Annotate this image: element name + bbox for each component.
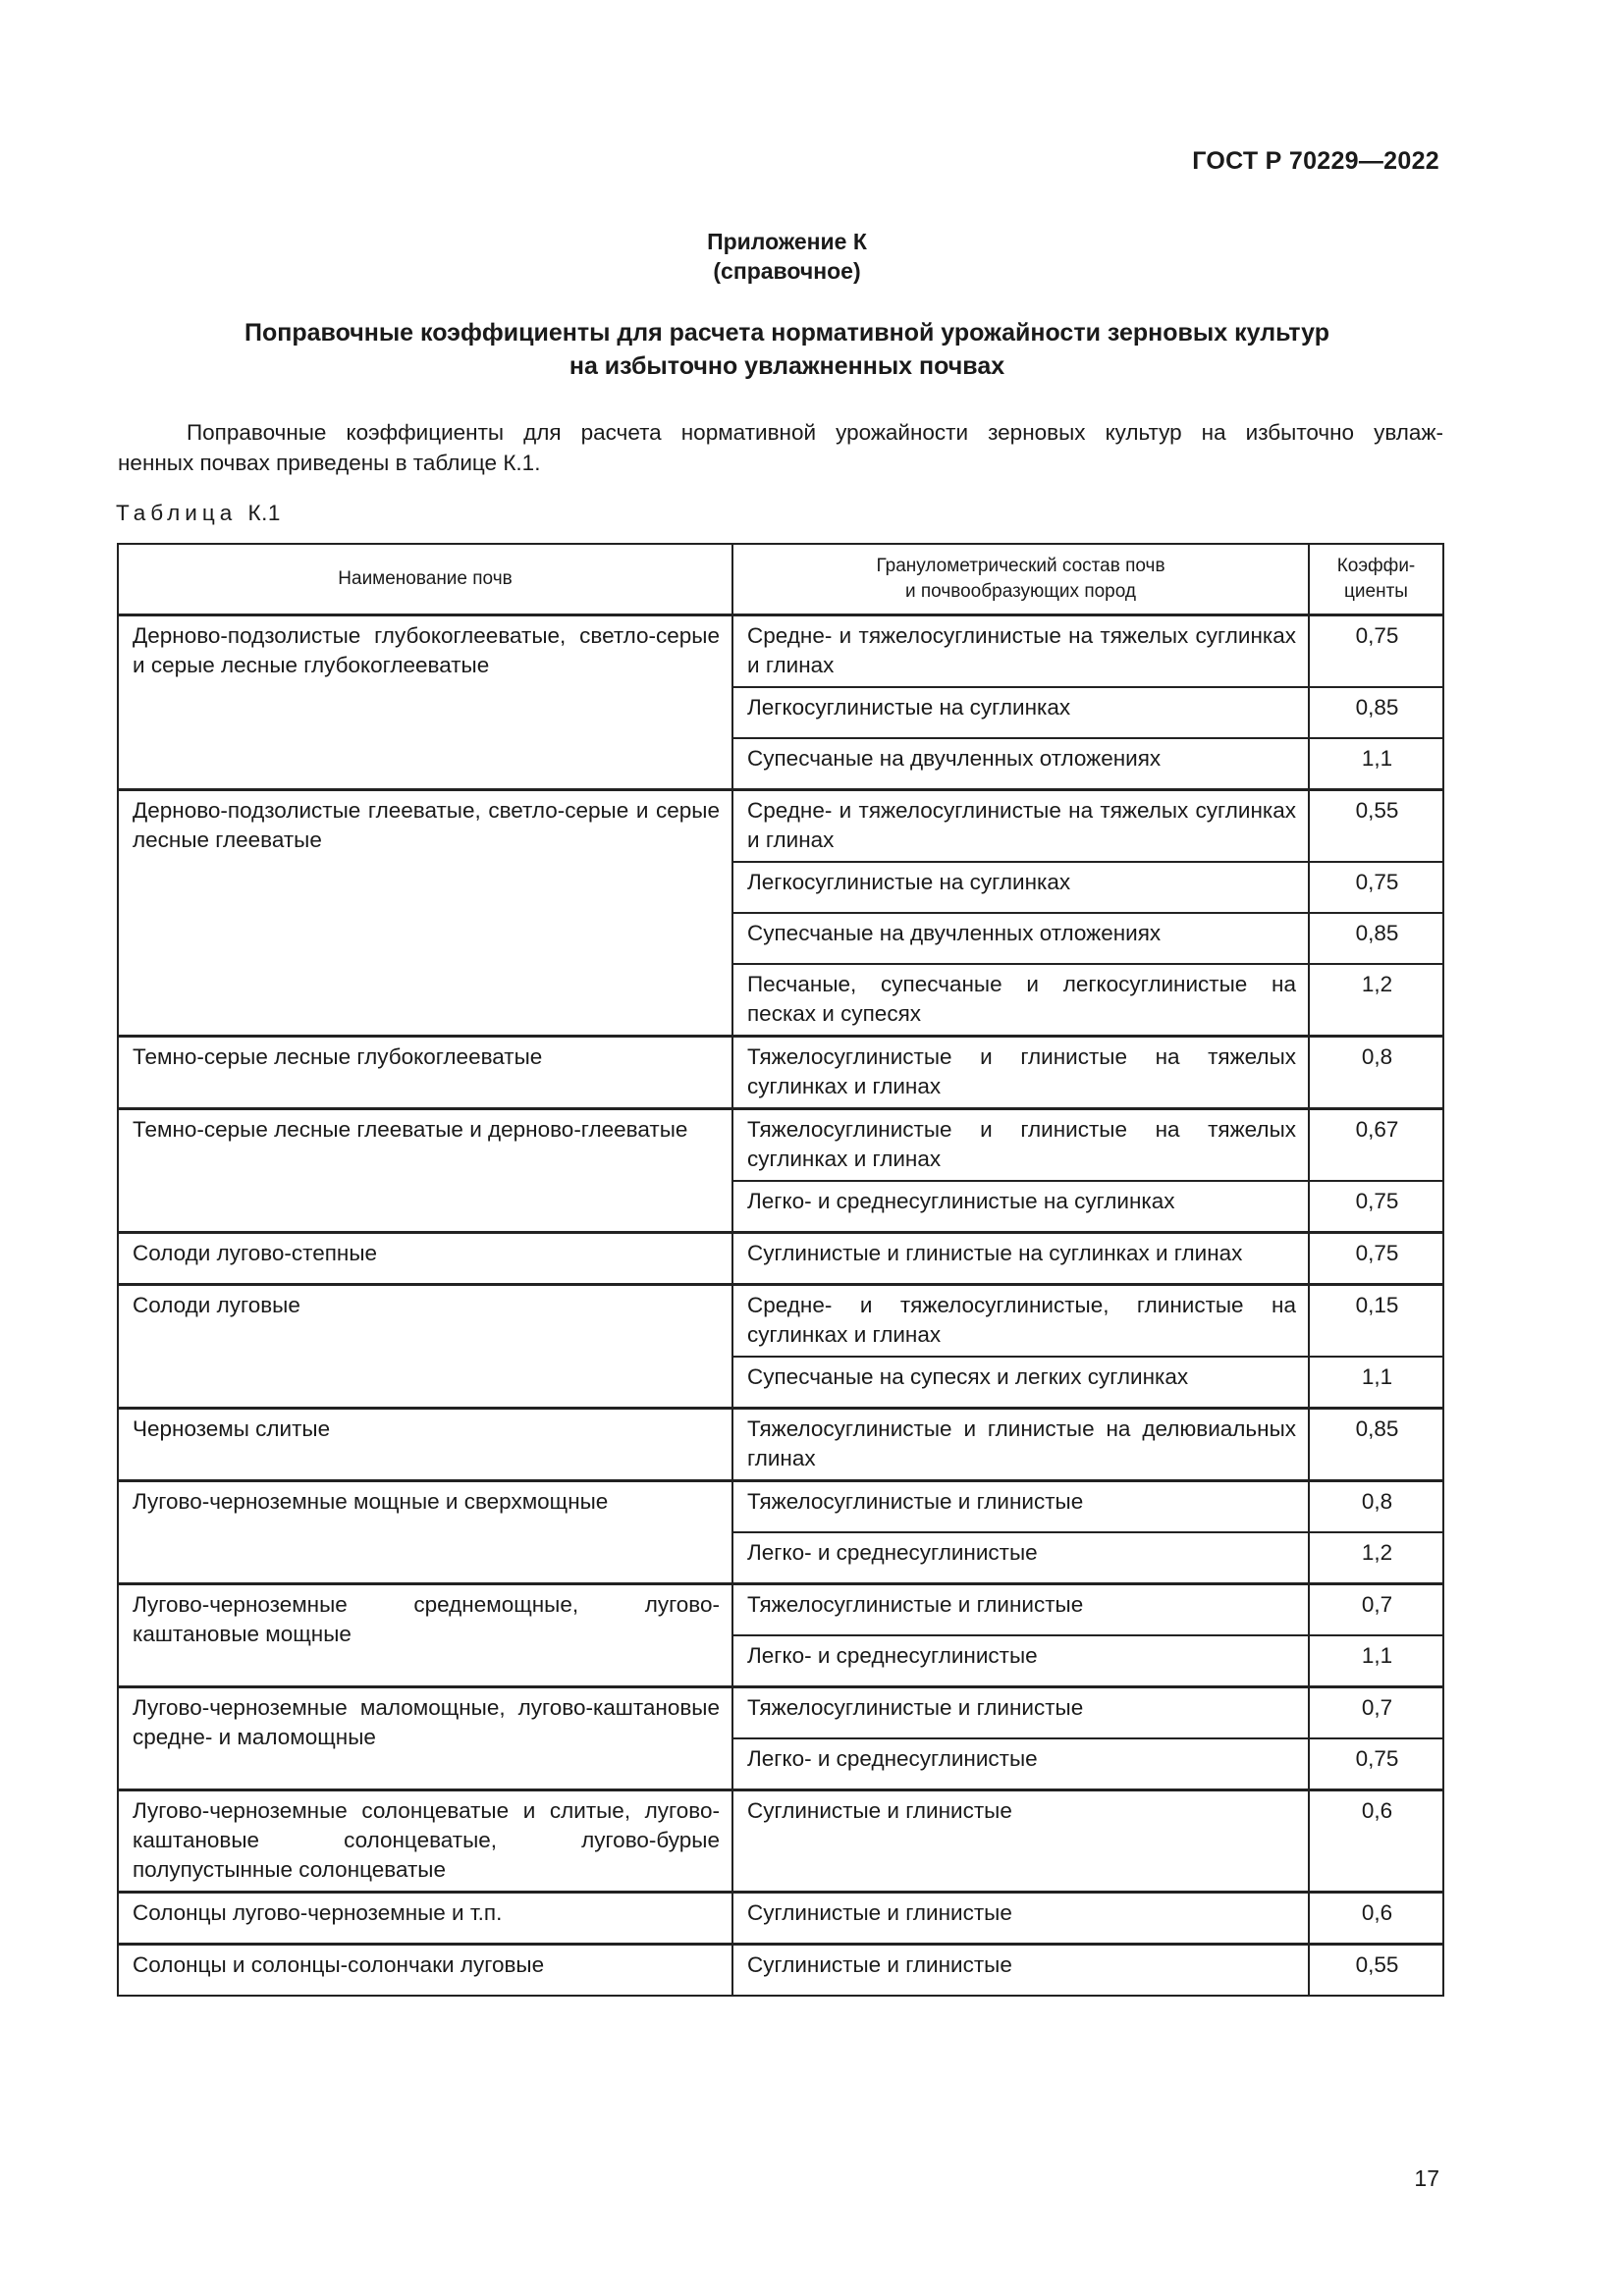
table-row: [118, 615, 1443, 688]
granulometric-cell: Тяжелосуглинистые и глинистые на тяжелых суглинках и глинах: [732, 1109, 1309, 1182]
granulometric-cell: Тяжелосуглинистые и глинистые: [732, 1584, 1309, 1636]
coefficient-cell: 1,1: [1309, 1635, 1443, 1687]
coefficient-cell: 0,55: [1309, 790, 1443, 863]
soil-name-cell: Солонцы и солонцы-солончаки луговые: [118, 1945, 732, 1997]
soil-name-cell: Лугово-черноземные среднемощные, лугово-каштановые мощные: [118, 1584, 732, 1687]
coefficient-cell: 0,75: [1309, 615, 1443, 688]
header-granulometric: [732, 544, 1309, 615]
coefficient-cell: 1,2: [1309, 964, 1443, 1037]
page-number: 17: [1414, 2165, 1439, 2191]
granulometric-cell: Тяжелосуглинистые и глинистые на тяжелых суглинках и глинах: [732, 1037, 1309, 1109]
appendix-heading: [0, 227, 1574, 286]
table-row: [118, 1687, 1443, 1739]
header-granulometric-line-1: Гранулометрический состав почв: [876, 556, 1165, 576]
title-line-1: Поправочные коэффициенты для расчета нормативной урожайности зерновых культур: [244, 319, 1329, 347]
granulometric-cell: Легкосуглинистые на суглинках: [732, 687, 1309, 738]
coefficient-cell: 1,2: [1309, 1532, 1443, 1584]
coefficient-cell: 0,85: [1309, 1409, 1443, 1481]
granulometric-cell: Супесчаные на двучленных отложениях: [732, 738, 1309, 790]
granulometric-cell: Суглинистые и глинистые на суглинках и глинах: [732, 1233, 1309, 1285]
granulometric-cell: Тяжелосуглинистые и глинистые на делювиальных глинах: [732, 1409, 1309, 1481]
table-row: [118, 1285, 1443, 1358]
coefficient-cell: 0,85: [1309, 687, 1443, 738]
granulometric-cell: Суглинистые и глинистые: [732, 1893, 1309, 1945]
soil-name-cell: Солоди луговые: [118, 1285, 732, 1409]
soil-name-cell: Темно-серые лесные глубокоглееватые: [118, 1037, 732, 1109]
granulometric-cell: Средне- и тяжелосуглинистые на тяжелых суглинках и глинах: [732, 615, 1309, 688]
table-row: [118, 790, 1443, 863]
header-coefficient: [1309, 544, 1443, 615]
granulometric-cell: Супесчаные на двучленных отложениях: [732, 913, 1309, 964]
table-caption: [116, 501, 281, 526]
intro-line-1: Поправочные коэффициенты для расчета нормативной урожайности зерновых культур на избыточно увлаж-: [187, 420, 1443, 445]
table-row: [118, 1037, 1443, 1109]
granulometric-cell: Песчаные, супесчаные и легкосуглинистые на песках и супесях: [732, 964, 1309, 1037]
table-row: [118, 1790, 1443, 1893]
intro-paragraph: [118, 417, 1443, 478]
title-line-2: на избыточно увлажненных почвах: [568, 352, 1005, 380]
table-row: [118, 1109, 1443, 1182]
header-soil-name: Наименование почв: [118, 544, 732, 615]
soil-name-cell: Солонцы лугово-черноземные и т.п.: [118, 1893, 732, 1945]
granulometric-cell: Легкосуглинистые на суглинках: [732, 862, 1309, 913]
soil-name-cell: Лугово-черноземные солонцеватые и слитые, лугово-каштановые солонцеватые, лугово-бурые полупустынные солонцеватые: [118, 1790, 732, 1893]
coefficient-cell: 0,8: [1309, 1481, 1443, 1533]
table-row: [118, 1584, 1443, 1636]
coefficients-table: [117, 543, 1444, 1997]
table-row: [118, 1409, 1443, 1481]
soil-name-cell: Дерново-подзолистые глееватые, светло-серые и серые лесные глееватые: [118, 790, 732, 1037]
granulometric-cell: Супесчаные на супесях и легких суглинках: [732, 1357, 1309, 1409]
table-row: [118, 1893, 1443, 1945]
appendix-label: Приложение К: [707, 229, 867, 254]
coefficient-cell: 0,55: [1309, 1945, 1443, 1997]
table-row: [118, 1481, 1443, 1533]
table-body: [118, 615, 1443, 1997]
soil-name-cell: Лугово-черноземные мощные и сверхмощные: [118, 1481, 732, 1584]
coefficient-cell: 0,85: [1309, 913, 1443, 964]
soil-name-cell: Черноземы слитые: [118, 1409, 732, 1481]
granulometric-cell: Легко- и среднесуглинистые: [732, 1532, 1309, 1584]
document-title: [0, 316, 1574, 383]
granulometric-cell: Средне- и тяжелосуглинистые, глинистые на суглинках и глинах: [732, 1285, 1309, 1358]
granulometric-cell: Суглинистые и глинистые: [732, 1945, 1309, 1997]
coefficient-cell: 0,6: [1309, 1790, 1443, 1893]
coefficient-cell: 0,67: [1309, 1109, 1443, 1182]
intro-line-2: ненных почвах приведены в таблице К.1.: [118, 451, 541, 475]
coefficient-cell: 0,7: [1309, 1687, 1443, 1739]
granulometric-cell: Легко- и среднесуглинистые: [732, 1635, 1309, 1687]
appendix-type: (справочное): [713, 258, 861, 284]
header-coefficient-line-1: Коэффи-: [1336, 556, 1416, 576]
table-row: [118, 1945, 1443, 1997]
coefficient-cell: 0,75: [1309, 1181, 1443, 1233]
granulometric-cell: Легко- и среднесуглинистые на суглинках: [732, 1181, 1309, 1233]
header-coefficient-line-2: циенты: [1344, 581, 1408, 602]
coefficient-cell: 1,1: [1309, 1357, 1443, 1409]
table-header-row: [118, 544, 1443, 615]
table-row: [118, 1233, 1443, 1285]
soil-name-cell: Дерново-подзолистые глубокоглееватые, светло-серые и серые лесные глубокоглееватые: [118, 615, 732, 790]
granulometric-cell: Тяжелосуглинистые и глинистые: [732, 1687, 1309, 1739]
soil-name-cell: Лугово-черноземные маломощные, лугово-каштановые средне- и маломощные: [118, 1687, 732, 1790]
granulometric-cell: Суглинистые и глинистые: [732, 1790, 1309, 1893]
standard-number: ГОСТ Р 70229—2022: [1192, 147, 1439, 175]
table-caption-number: К.1: [247, 501, 281, 525]
table-caption-word: Таблица: [116, 501, 238, 525]
coefficient-cell: 0,15: [1309, 1285, 1443, 1358]
granulometric-cell: Средне- и тяжелосуглинистые на тяжелых суглинках и глинах: [732, 790, 1309, 863]
coefficient-cell: 0,8: [1309, 1037, 1443, 1109]
granulometric-cell: Легко- и среднесуглинистые: [732, 1738, 1309, 1790]
coefficient-cell: 0,7: [1309, 1584, 1443, 1636]
soil-name-cell: Темно-серые лесные глееватые и дерново-глееватые: [118, 1109, 732, 1233]
coefficient-cell: 0,75: [1309, 1233, 1443, 1285]
coefficient-cell: 0,75: [1309, 862, 1443, 913]
header-granulometric-line-2: и почвообразующих пород: [905, 581, 1136, 602]
coefficient-cell: 1,1: [1309, 738, 1443, 790]
soil-name-cell: Солоди лугово-степные: [118, 1233, 732, 1285]
coefficient-cell: 0,6: [1309, 1893, 1443, 1945]
granulometric-cell: Тяжелосуглинистые и глинистые: [732, 1481, 1309, 1533]
coefficient-cell: 0,75: [1309, 1738, 1443, 1790]
